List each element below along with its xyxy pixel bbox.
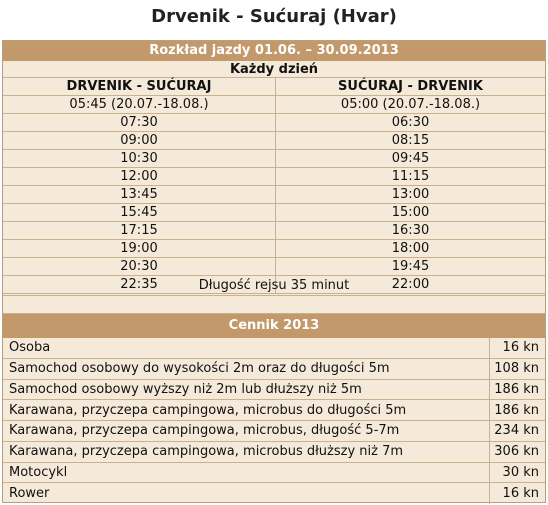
departure-sucuraj: 08:15 <box>391 133 430 148</box>
schedule-header: Rozkład jazdy 01.06. – 30.09.2013 <box>3 41 545 61</box>
price-item-value: 186 kn <box>494 381 539 397</box>
duration-row <box>3 276 545 296</box>
departure-sucuraj: 15:00 <box>391 205 430 220</box>
price-row <box>3 442 545 463</box>
price-item-name: Samochod osobowy wyższy niż 2m lub dłuższy niż 5m <box>9 381 362 397</box>
departure-sucuraj: 13:00 <box>391 187 430 202</box>
schedule-row <box>3 222 545 240</box>
column-divider <box>489 359 490 379</box>
column-header-drvenik-sucuraj: DRVENIK - SUĆURAJ <box>66 79 212 94</box>
page-title: Drvenik - Sućuraj (Hvar) <box>151 6 397 27</box>
price-item-value: 16 kn <box>502 340 539 356</box>
schedule-row <box>3 114 545 132</box>
schedule-row <box>3 204 545 222</box>
price-item-name: Samochod osobowy do wysokości 2m oraz do długości 5m <box>9 361 390 377</box>
column-divider <box>489 338 490 358</box>
departure-sucuraj: 19:45 <box>391 259 430 274</box>
prices-header: Cennik 2013 <box>3 314 545 338</box>
departure-drvenik: 20:30 <box>120 259 158 274</box>
departure-drvenik: 12:00 <box>120 169 158 184</box>
price-row <box>3 359 545 380</box>
price-item-name: Karawana, przyczepa campingowa, microbus do długości 5m <box>9 402 407 418</box>
departure-sucuraj: 06:30 <box>391 115 430 130</box>
column-header-sucuraj-drvenik: SUĆURAJ - DRVENIK <box>338 79 483 94</box>
price-row <box>3 338 545 359</box>
schedule-column-header-row <box>3 78 545 96</box>
schedule-subheader: Każdy dzień <box>229 61 319 77</box>
departure-sucuraj: 16:30 <box>391 223 430 238</box>
column-divider <box>489 483 490 504</box>
departure-drvenik: 19:00 <box>120 241 158 256</box>
price-row <box>3 421 545 442</box>
column-divider <box>489 380 490 400</box>
price-item-name: Karawana, przyczepa campingowa, microbus, długość 5-7m <box>9 423 400 439</box>
price-item-value: 306 kn <box>494 444 539 460</box>
price-item-name: Motocykl <box>9 464 68 480</box>
schedule-subheader-row <box>3 61 545 78</box>
spacer-row <box>3 296 545 314</box>
price-item-value: 234 kn <box>494 423 539 439</box>
duration-text: Długość rejsu 35 minut <box>198 278 350 293</box>
departure-drvenik: 10:30 <box>120 151 158 166</box>
price-item-value: 30 kn <box>502 464 539 480</box>
schedule-row <box>3 186 545 204</box>
column-divider <box>489 421 490 441</box>
timetable-frame <box>2 40 546 503</box>
schedule-row <box>3 96 545 114</box>
price-row <box>3 380 545 401</box>
schedule-row <box>3 240 545 258</box>
schedule-row <box>3 168 545 186</box>
schedule-row <box>3 258 545 276</box>
schedule-row <box>3 150 545 168</box>
departure-drvenik: 09:00 <box>120 133 158 148</box>
departure-drvenik: 07:30 <box>120 115 158 130</box>
column-divider <box>489 463 490 483</box>
departure-sucuraj: 18:00 <box>391 241 430 256</box>
price-item-name: Osoba <box>9 340 51 356</box>
column-divider <box>489 442 490 462</box>
departure-sucuraj: 09:45 <box>391 151 430 166</box>
departure-drvenik: 17:15 <box>120 223 158 238</box>
price-row <box>3 463 545 484</box>
price-item-name: Rower <box>9 486 50 502</box>
departure-drvenik: 15:45 <box>120 205 158 220</box>
price-row <box>3 400 545 421</box>
departure-drvenik: 13:45 <box>120 187 158 202</box>
price-item-value: 186 kn <box>494 402 539 418</box>
price-item-value: 16 kn <box>502 486 539 502</box>
departure-sucuraj: 11:15 <box>391 169 430 184</box>
price-row <box>3 483 545 504</box>
price-item-value: 108 kn <box>494 361 539 377</box>
departure-sucuraj: 05:00 (20.07.-18.08.) <box>340 97 481 112</box>
departure-drvenik: 05:45 (20.07.-18.08.) <box>69 97 209 112</box>
schedule-row <box>3 132 545 150</box>
departure-drvenik: 22:35 <box>120 277 158 292</box>
column-divider <box>489 400 490 420</box>
price-item-name: Karawana, przyczepa campingowa, microbus dłuższy niż 7m <box>9 444 404 460</box>
departure-sucuraj: 22:00 <box>391 277 430 292</box>
